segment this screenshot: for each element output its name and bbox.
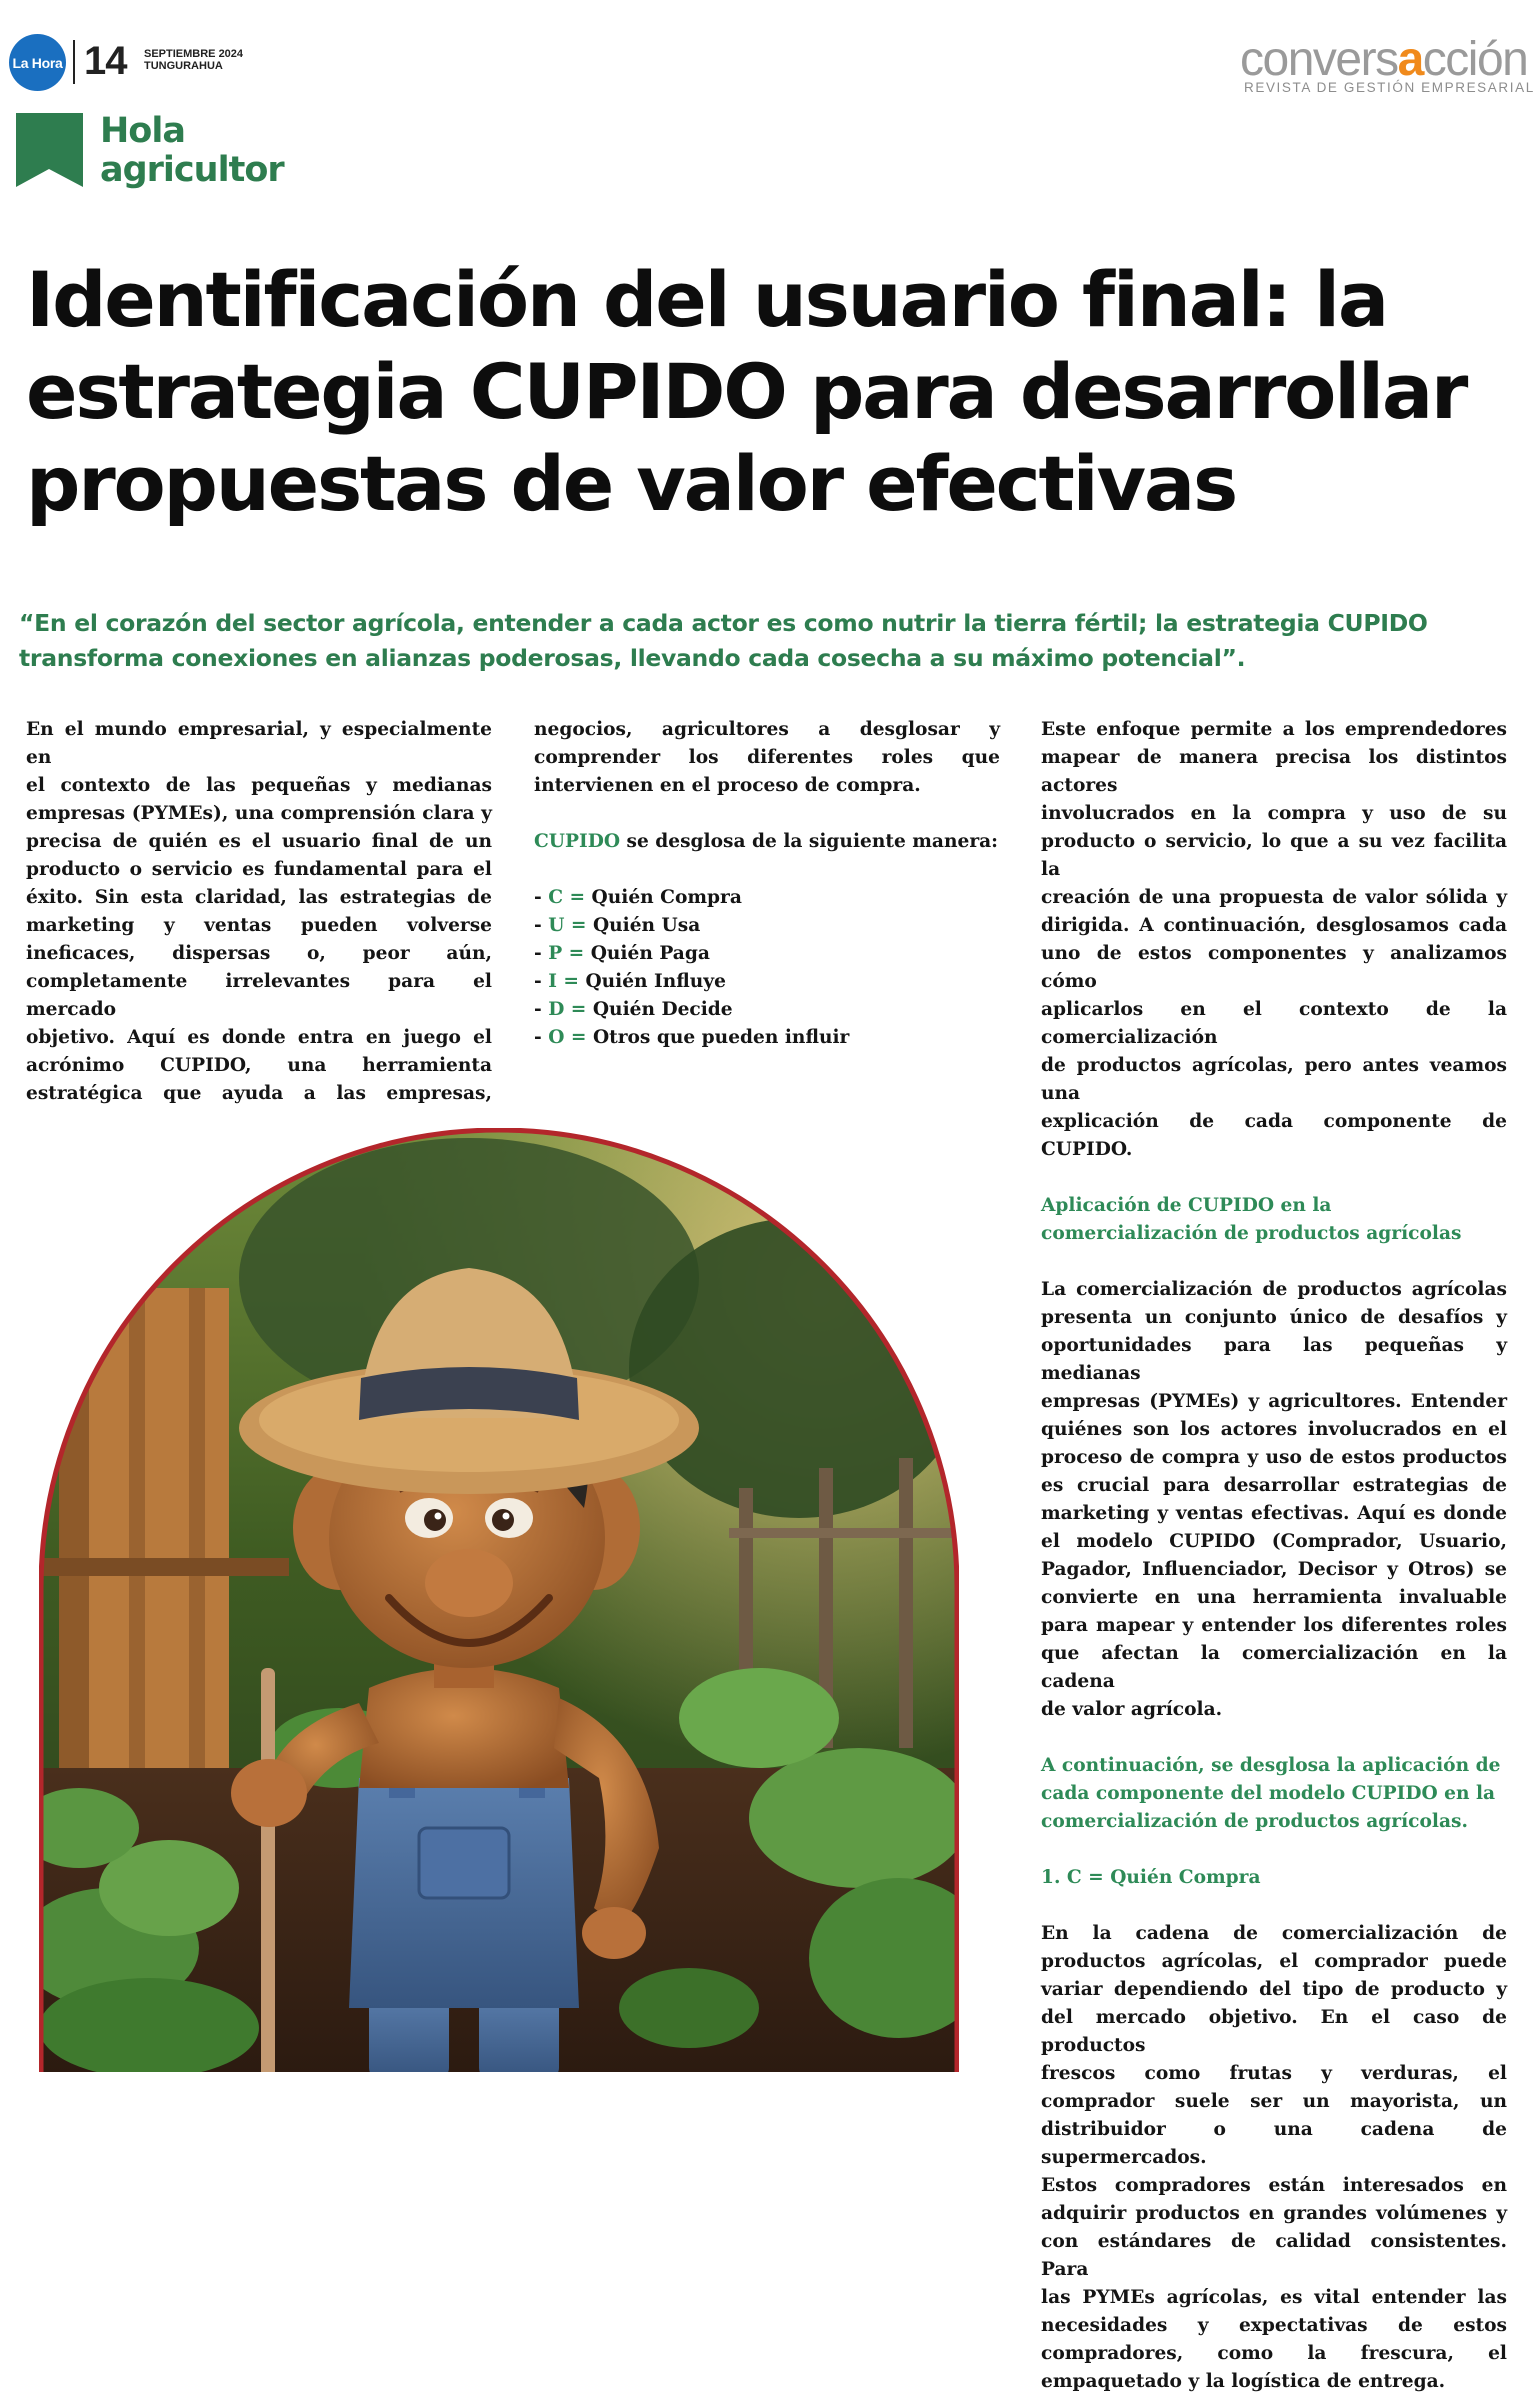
- section-line-2: agricultor: [100, 150, 284, 190]
- col3-line: quiénes son los actores involucrados en el: [1041, 1419, 1507, 1440]
- list-letter: C: [548, 887, 564, 908]
- dateline: [144, 48, 243, 72]
- col3-line: con estándares de calidad consistentes. Para: [1041, 2231, 1507, 2280]
- col1-line: estratégica que ayuda a las empresas,: [26, 1083, 492, 1104]
- subhead-quien-compra: 1. C = Quién Compra: [1041, 1867, 1261, 1888]
- col3-line: marketing y ventas efectivas. Aquí es donde: [1041, 1503, 1507, 1524]
- farmer-illustration: [39, 1128, 959, 2074]
- list-letter: D: [548, 999, 565, 1020]
- lead-quote: “En el corazón del sector agrícola, entender a cada actor es como nutrir la tierra fértil; la estrategia CUPIDO transforma conexiones en alianzas poderosas, llevando cada cosecha a su máximo potencial”.: [19, 609, 1428, 672]
- list-text: Quién Compra: [591, 887, 742, 908]
- col1-line: ineficaces, dispersas o, peor aún,: [26, 943, 492, 964]
- col3-line: del mercado objetivo. En el caso de productos: [1041, 2007, 1507, 2056]
- cupido-list-item: [534, 968, 1000, 996]
- col3-line: distribuidor o una cadena de supermercados.: [1041, 2119, 1507, 2168]
- col3-line: de valor agrícola.: [1041, 1699, 1223, 1720]
- headline: Identificación del usuario final: la estrategia CUPIDO para desarrollar propuestas de valor efectivas: [26, 255, 1467, 528]
- col3-line: La comercialización de productos agrícolas: [1041, 1279, 1507, 1300]
- list-dash: -: [534, 1027, 549, 1048]
- col3-line: creación de una propuesta de valor sólida y: [1041, 887, 1507, 908]
- col3-line: mapear de manera precisa los distintos actores: [1041, 747, 1507, 796]
- subhead-desglose: comercialización de productos agrícolas.: [1041, 1811, 1468, 1832]
- col3-line: uno de estos componentes y analizamos cómo: [1041, 943, 1507, 992]
- col1-line: En el mundo empresarial, y especialmente en: [26, 719, 492, 768]
- col3-line: Este enfoque permite a los emprendedores: [1041, 719, 1507, 740]
- col3-line: dirigida. A continuación, desglosamos cada: [1041, 915, 1507, 936]
- col1-line: acrónimo CUPIDO, una herramienta: [26, 1055, 492, 1076]
- column-1: [26, 716, 492, 1108]
- column-3: [1041, 716, 1507, 2396]
- list-text: Quién Decide: [592, 999, 733, 1020]
- col3-line: adquirir productos en grandes volúmenes y: [1041, 2203, 1507, 2224]
- list-dash: -: [534, 887, 549, 908]
- brand-suffix: cción: [1422, 33, 1528, 86]
- column-2: [534, 716, 1000, 1052]
- list-eq: =: [564, 999, 593, 1020]
- col3-line: es crucial para desarrollar estrategias de: [1041, 1475, 1507, 1496]
- cupido-list-item: [534, 884, 1000, 912]
- col3-line: proceso de compra y uso de estos productos: [1041, 1447, 1507, 1468]
- list-dash: -: [534, 999, 549, 1020]
- bookmark-icon: [16, 113, 83, 187]
- col3-line: empresas (PYMEs) y agricultores. Entender: [1041, 1391, 1507, 1412]
- cupido-list-item: [534, 1024, 1000, 1052]
- col3-line: En la cadena de comercialización de: [1041, 1923, 1507, 1944]
- col3-line: necesidades y expectativas de estos: [1041, 2315, 1507, 2336]
- list-text: Quién Usa: [592, 915, 701, 936]
- col1-line: precisa de quién es el usuario final de un: [26, 831, 492, 852]
- brand-prefix: convers: [1240, 33, 1398, 86]
- col3-line: productos agrícolas, el comprador puede: [1041, 1951, 1507, 1972]
- cupido-list-item: [534, 996, 1000, 1024]
- list-eq: =: [564, 1027, 593, 1048]
- col3-line: variar dependiendo del tipo de producto y: [1041, 1979, 1507, 2000]
- col3-line: las PYMEs agrícolas, es vital entender las: [1041, 2287, 1507, 2308]
- col3-line: el modelo CUPIDO (Comprador, Usuario,: [1041, 1531, 1507, 1552]
- list-text: Quién Influye: [585, 971, 726, 992]
- issue-region: TUNGURAHUA: [144, 60, 223, 72]
- issue-date: SEPTIEMBRE 2024: [144, 48, 244, 60]
- col3-line: convierte en una herramienta invaluable: [1041, 1587, 1507, 1608]
- list-text: Quién Paga: [590, 943, 710, 964]
- list-eq: =: [563, 887, 592, 908]
- col3-line: Pagador, Influenciador, Decisor y Otros) se: [1041, 1559, 1507, 1580]
- cupido-word: CUPIDO: [534, 831, 621, 852]
- list-text: Otros que pueden influir: [592, 1027, 850, 1048]
- subhead-desglose: A continuación, se desglosa la aplicación de: [1041, 1755, 1501, 1776]
- col1-line: empresas (PYMEs), una comprensión clara y: [26, 803, 492, 824]
- col3-line: aplicarlos en el contexto de la comercialización: [1041, 999, 1507, 1048]
- brand-tagline: REVISTA DE GESTIÓN EMPRESARIAL: [1244, 80, 1535, 95]
- masthead-divider: [73, 40, 75, 84]
- subhead-desglose: cada componente del modelo CUPIDO en la: [1041, 1783, 1496, 1804]
- col3-line: de productos agrícolas, pero antes veamos una: [1041, 1055, 1507, 1104]
- cupido-list-item: [534, 940, 1000, 968]
- col1-line: marketing y ventas pueden volverse: [26, 915, 492, 936]
- subhead-aplicacion: Aplicación de CUPIDO en la: [1041, 1195, 1332, 1216]
- col1-line: éxito. Sin esta claridad, las estrategias de: [26, 887, 492, 908]
- list-dash: -: [534, 943, 549, 964]
- col2-line: intervienen en el proceso de compra.: [534, 775, 921, 796]
- col3-line: que afectan la comercialización en la cadena: [1041, 1643, 1507, 1692]
- subhead-aplicacion: comercialización de productos agrícolas: [1041, 1223, 1462, 1244]
- section-title: [100, 112, 284, 190]
- brand-mid: a: [1397, 33, 1423, 86]
- list-dash: -: [534, 915, 549, 936]
- col3-line: presenta un conjunto único de desafíos y: [1041, 1307, 1507, 1328]
- col2-line: negocios, agricultores a desglosar y: [534, 719, 1000, 740]
- col3-line: oportunidades para las pequeñas y medianas: [1041, 1335, 1507, 1384]
- list-letter: U: [548, 915, 565, 936]
- col3-line: comprador suele ser un mayorista, un: [1041, 2091, 1507, 2112]
- col2-line: comprender los diferentes roles que: [534, 747, 1000, 768]
- list-eq: =: [562, 943, 591, 964]
- la-hora-logo: La Hora: [9, 34, 66, 91]
- col3-line: explicación de cada componente de CUPIDO.: [1041, 1111, 1507, 1160]
- col3-line: frescos como frutas y verduras, el: [1041, 2063, 1507, 2084]
- list-letter: P: [548, 943, 563, 964]
- page-number: 14: [84, 39, 127, 83]
- section-line-1: Hola: [100, 111, 185, 151]
- col1-line: completamente irrelevantes para el mercado: [26, 971, 492, 1020]
- cupido-intro: [534, 828, 1000, 856]
- col3-line: empaquetado y la logística de entrega.: [1041, 2371, 1446, 2392]
- col1-line: objetivo. Aquí es donde entra en juego el: [26, 1027, 492, 1048]
- col1-line: el contexto de las pequeñas y medianas: [26, 775, 492, 796]
- col3-line: involucrados en la compra y uso de su: [1041, 803, 1507, 824]
- col3-line: producto o servicio, lo que a su vez facilita la: [1041, 831, 1507, 880]
- list-dash: -: [534, 971, 549, 992]
- list-eq: =: [556, 971, 586, 992]
- col1-line: producto o servicio es fundamental para el: [26, 859, 492, 880]
- list-eq: =: [564, 915, 593, 936]
- cupido-list-item: [534, 912, 1000, 940]
- list-letter: I: [548, 971, 557, 992]
- col3-line: Estos compradores están interesados en: [1041, 2175, 1507, 2196]
- cupido-intro-rest: se desglosa de la siguiente manera:: [620, 831, 999, 852]
- col3-line: compradores, como la frescura, el: [1041, 2343, 1507, 2364]
- col3-line: para mapear y entender los diferentes roles: [1041, 1615, 1507, 1636]
- list-letter: O: [548, 1027, 565, 1048]
